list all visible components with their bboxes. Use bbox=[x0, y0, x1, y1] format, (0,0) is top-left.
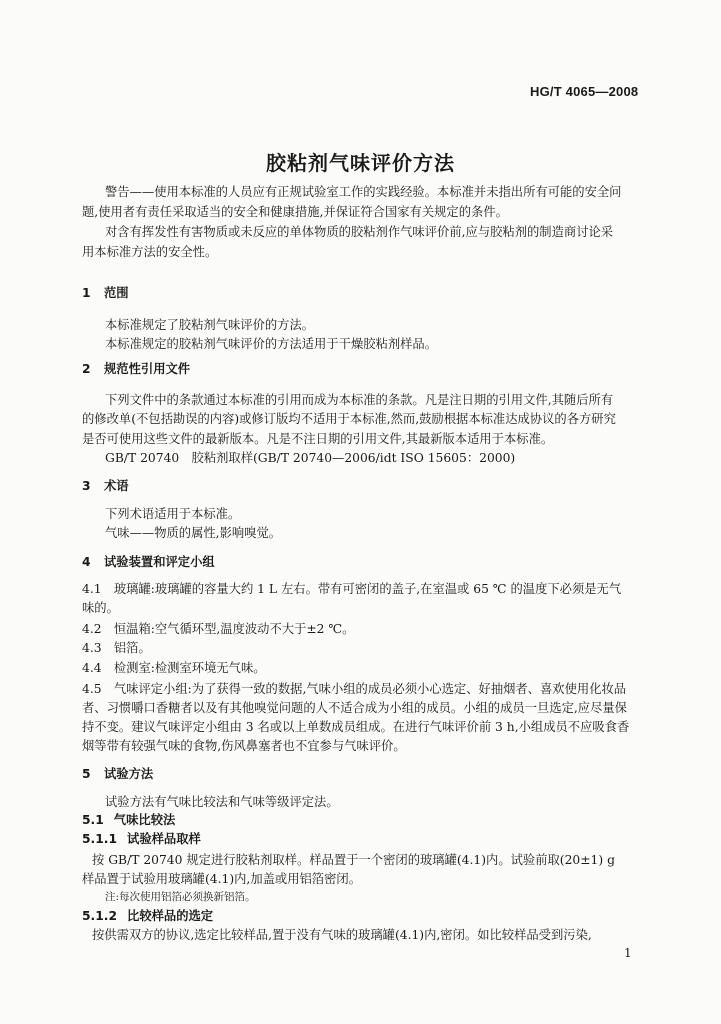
paragraph-line: 烟等带有较强气味的食物,伤风鼻塞者也不宜参与气味评价。 bbox=[82, 739, 406, 753]
paragraph-line: 持不变。建议气味评定小组由 3 名或以上单数成员组成。在进行气味评价前 3 h,小组成员不应吸食香 bbox=[82, 720, 630, 734]
paragraph-line: 4.5 气味评定小组:为了获得一致的数据,气味小组的成员必须小心选定、好抽烟者、喜欢使用化妆品 bbox=[82, 682, 627, 696]
section-heading-2 bbox=[82, 361, 190, 377]
paragraph-line: 试验方法有气味比较法和气味等级评定法。 bbox=[105, 795, 339, 809]
paragraph-line: 4.2 恒温箱:空气循环型,温度波动不大于±2 ℃。 bbox=[82, 622, 355, 636]
warning-line: 对含有挥发性有害物质或未反应的单体物质的胶粘剂作气味评价前,应与胶粘剂的制造商讨论采 bbox=[105, 225, 614, 239]
section-number: 4 bbox=[82, 555, 91, 569]
subsection-heading-5-1-1 bbox=[82, 831, 201, 847]
page-number: 1 bbox=[624, 946, 632, 960]
paragraph-line: 是否可使用这些文件的最新版本。凡是不注日期的引用文件,其最新版本适用于本标准。 bbox=[82, 432, 554, 446]
note-line: 注:每次使用铝箔必须换新铝箔。 bbox=[105, 891, 256, 903]
section-title: 试验装置和评定小组 bbox=[104, 555, 215, 569]
section-number: 2 bbox=[82, 362, 91, 376]
subsection-heading-5-1 bbox=[82, 812, 175, 828]
section-title: 试验样品取样 bbox=[127, 832, 201, 846]
paragraph-line: 本标准规定的胶粘剂气味评价的方法适用于干燥胶粘剂样品。 bbox=[105, 337, 438, 351]
paragraph-line: 按供需双方的协议,选定比较样品,置于没有气味的玻璃罐(4.1)内,密闭。如比较样品受到污染, bbox=[92, 928, 592, 942]
section-title: 比较样品的选定 bbox=[127, 909, 214, 923]
document-title: 胶粘剂气味评价方法 bbox=[266, 151, 455, 175]
section-heading-4 bbox=[82, 554, 215, 570]
warning-line: 用本标准方法的安全性。 bbox=[82, 245, 218, 259]
section-heading-3 bbox=[82, 478, 129, 494]
paragraph-line: 按 GB/T 20740 规定进行胶粘剂取样。样品置于一个密闭的玻璃罐(4.1)内。试验前取(20±1) g bbox=[92, 853, 615, 867]
section-heading-1 bbox=[82, 285, 129, 301]
paragraph-line: 下列术语适用于本标准。 bbox=[105, 507, 241, 521]
section-number: 5.1.2 bbox=[82, 909, 118, 923]
section-number: 5.1 bbox=[82, 813, 104, 827]
standard-code: HG/T 4065—2008 bbox=[530, 84, 639, 99]
section-number: 5.1.1 bbox=[82, 832, 118, 846]
paragraph-line: 4.1 玻璃罐:玻璃罐的容量大约 1 L 左右。带有可密闭的盖子,在室温或 65 ℃ 的温度下必须是无气 bbox=[82, 582, 622, 596]
paragraph-line: 味的。 bbox=[82, 601, 119, 615]
warning-line: 题,使用者有责任采取适当的安全和健康措施,并保证符合国家有关规定的条件。 bbox=[82, 205, 508, 219]
section-title: 术语 bbox=[104, 479, 129, 493]
section-number: 5 bbox=[82, 767, 91, 781]
paragraph-line: 下列文件中的条款通过本标准的引用而成为本标准的条款。凡是注日期的引用文件,其随后所有 bbox=[105, 393, 614, 407]
paragraph-line: 样品置于试验用玻璃罐(4.1)内,加盖或用铝箔密闭。 bbox=[82, 872, 361, 886]
section-title: 试验方法 bbox=[104, 767, 154, 781]
paragraph-line: 4.4 检测室:检测室环境无气味。 bbox=[82, 661, 266, 675]
paragraph-line: 4.3 铝箔。 bbox=[82, 641, 151, 655]
paragraph-line: 的修改单(不包括勘误的内容)或修订版均不适用于本标准,然而,鼓励根据本标准达成协议的各方研究 bbox=[82, 412, 616, 426]
reference-line: GB/T 20740 胶粘剂取样(GB/T 20740—2006/idt ISO 15605：2000) bbox=[105, 451, 516, 465]
section-number: 3 bbox=[82, 479, 91, 493]
section-title: 范围 bbox=[104, 286, 129, 300]
section-title: 气味比较法 bbox=[113, 813, 176, 827]
paragraph-line: 气味——物质的属性,影响嗅觉。 bbox=[105, 526, 282, 540]
section-heading-5 bbox=[82, 766, 153, 782]
paragraph-line: 者、习惯嚼口香糖者以及有其他嗅觉问题的人不适合成为小组的成员。小组的成员一旦选定,应尽量保 bbox=[82, 701, 627, 715]
section-title: 规范性引用文件 bbox=[104, 362, 191, 376]
warning-line: 警告——使用本标准的人员应有正规试验室工作的实践经验。本标准并未指出所有可能的安全问 bbox=[105, 185, 622, 199]
paragraph-line: 本标准规定了胶粘剂气味评价的方法。 bbox=[105, 318, 315, 332]
subsection-heading-5-1-2 bbox=[82, 908, 213, 924]
section-number: 1 bbox=[82, 286, 91, 300]
